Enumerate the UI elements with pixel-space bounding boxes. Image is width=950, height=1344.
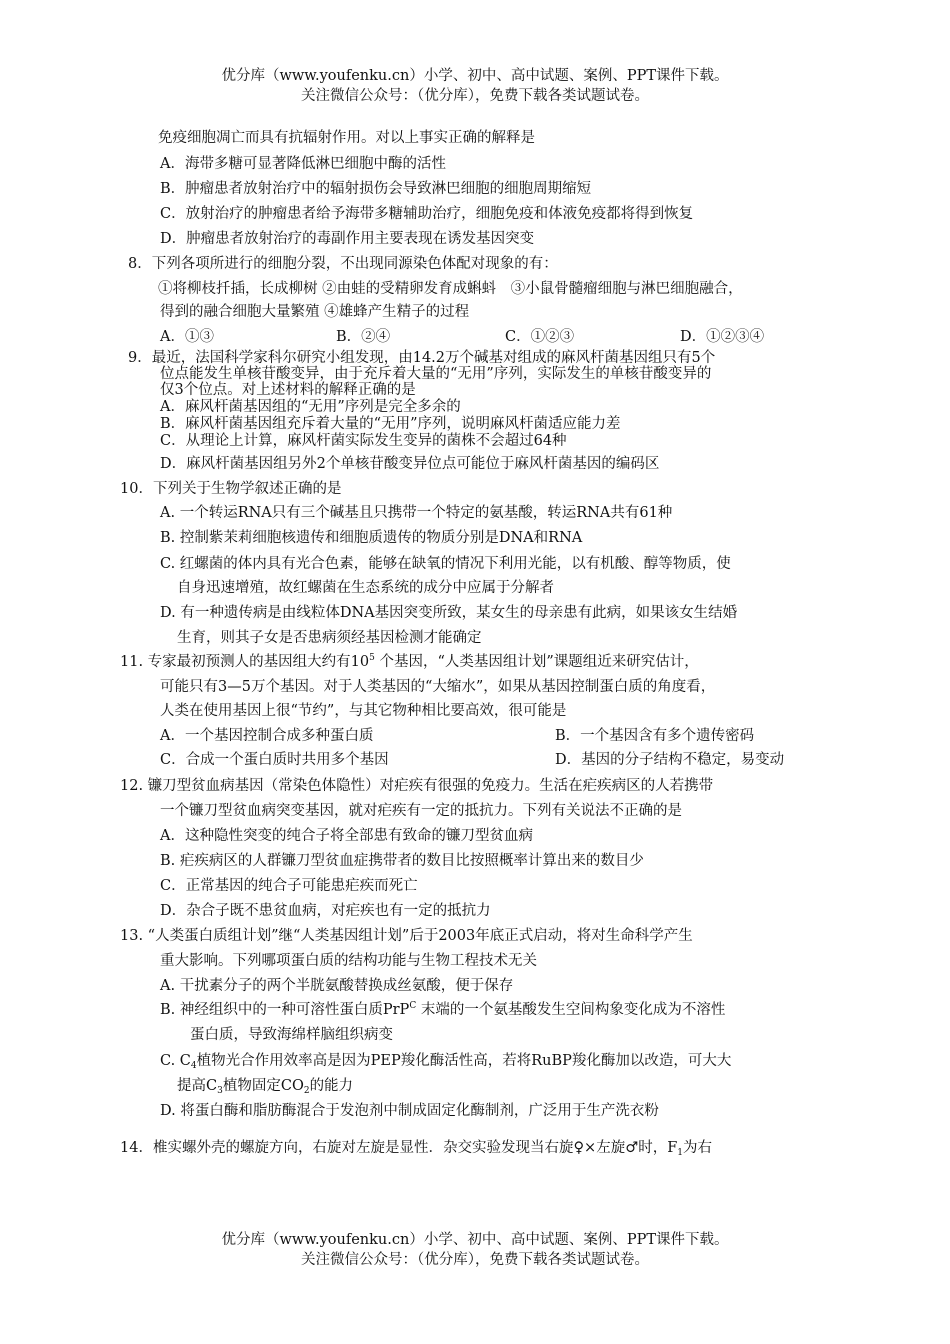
- footer-line-2: 关注微信公众号：（优分库），免费下载各类试题试卷。: [301, 1252, 649, 1268]
- q10-option-b: B. 控制紫茉莉细胞核遗传和细胞质遗传的物质分别是DNA和RNA: [160, 530, 583, 546]
- q7-option-c: C．放射治疗的肿瘤患者给予海带多糖辅助治疗，细胞免疫和体液免疫都将得到恢复: [160, 206, 694, 222]
- q12-stem-line-1: 12. 镰刀型贫血病基因（常染色体隐性）对疟疾有很强的免疫力。生活在疟疾病区的人若携带: [120, 778, 714, 794]
- q9-stem-line-1: 9．最近，法国科学家科尔研究小组发现，由14.2万个碱基对组成的麻风杆菌基因组只有5个: [128, 350, 716, 366]
- q11-option-c: C．合成一个蛋白质时共用多个基因: [160, 752, 389, 768]
- q13-option-b-line-1: B. 神经组织中的一种可溶性蛋白质PrP$^C$ 末端的一个氨基酸发生空间构象变化成为不溶性: [160, 1001, 726, 1018]
- q8-stem: 8．下列各项所进行的细胞分裂，不出现同源染色体配对现象的有：: [128, 256, 558, 272]
- q13-option-c-line-2: 提高$C_3$植物固定$CO_2$的能力: [177, 1078, 354, 1096]
- q8-option-a: A．①③: [160, 329, 214, 345]
- q7-stem-continuation: 免疫细胞凋亡而具有抗辐射作用。对以上事实正确的解释是: [158, 130, 535, 146]
- q11-option-d: D．基因的分子结构不稳定，易变动: [555, 752, 785, 768]
- q10-option-d-line-2: 生育，则其子女是否患病须经基因检测才能确定: [177, 630, 482, 646]
- q14-stem-line-1: 14．椎实螺外壳的螺旋方向，右旋对左旋是显性．杂交实验发现当右旋♀×左旋♂时，$F_1$为右: [120, 1140, 712, 1158]
- q11-option-a: A．一个基因控制合成多种蛋白质: [160, 728, 374, 744]
- q12-option-d: D．杂合子既不患贫血病，对疟疾也有一定的抵抗力: [160, 903, 491, 919]
- q12-option-a: A．这种隐性突变的纯合子将全部患有致命的镰刀型贫血病: [160, 828, 533, 844]
- q8-items-line-1: ①将柳枝扦插，长成柳树 ②由蛙的受精卵发育成蝌蚪 ③小鼠骨髓瘤细胞与淋巴细胞融合，: [158, 281, 743, 297]
- page-header: [0, 66, 950, 106]
- page-footer: [0, 1230, 950, 1270]
- q9-option-a: A．麻风杆菌基因组的“无用”序列是完全多余的: [160, 399, 461, 415]
- q9-option-d: D．麻风杆菌基因组另外2个单核苷酸变异位点可能位于麻风杆菌基因的编码区: [160, 456, 660, 472]
- q13-option-a: A. 干扰素分子的两个半胱氨酸替换成丝氨酸，便于保存: [160, 978, 514, 994]
- footer-line-1: 优分库（www.youfenku.cn）小学、初中、高中试题、案例、PPT课件下载。: [221, 1232, 729, 1248]
- q13-stem-line-2: 重大影响。下列哪项蛋白质的结构功能与生物工程技术无关: [160, 953, 537, 969]
- q11-stem-line-2: 可能只有3—5万个基因。对于人类基因的“大缩水”，如果从基因控制蛋白质的角度看，: [160, 679, 716, 695]
- q9-stem-line-3: 仅3个位点。对上述材料的解释正确的是: [160, 382, 416, 398]
- q9-stem-line-2: 位点能发生单核苷酸变异，由于充斥着大量的“无用”序列，实际发生的单核苷酸变异的: [160, 366, 712, 382]
- q11-stem-line-1: 11. 专家最初预测人的基因组大约有$10^5$ 个基因，“人类基因组计划”课题组近来研究估计，: [120, 653, 699, 670]
- q7-option-a: A．海带多糖可显著降低淋巴细胞中酶的活性: [160, 156, 446, 172]
- q9-option-c: C．从理论上计算，麻风杆菌实际发生变异的菌株不会超过64种: [160, 433, 567, 449]
- q8-option-c: C．①②③: [505, 329, 575, 345]
- q13-option-b-line-2: 蛋白质，导致海绵样脑组织病变: [190, 1027, 393, 1043]
- q13-option-d: D. 将蛋白酶和脂肪酶混合于发泡剂中制成固定化酶制剂，广泛用于生产洗衣粉: [160, 1103, 659, 1119]
- q12-stem-line-2: 一个镰刀型贫血病突变基因，就对疟疾有一定的抵抗力。下列有关说法不正确的是: [160, 803, 682, 819]
- q11-option-b: B．一个基因含有多个遗传密码: [555, 728, 755, 744]
- q10-option-d-line-1: D. 有一种遗传病是由线粒体DNA基因突变所致，某女生的母亲患有此病，如果该女生结婚: [160, 605, 738, 621]
- header-line-2: 关注微信公众号：（优分库），免费下载各类试题试卷。: [301, 88, 649, 104]
- q8-option-d: D．①②③④: [680, 329, 765, 345]
- q8-option-b: B．②④: [336, 329, 391, 345]
- q8-items-line-2: 得到的融合细胞大量繁殖 ④雄蜂产生精子的过程: [160, 304, 470, 320]
- q10-option-c-line-2: 自身迅速增殖，故红螺菌在生态系统的成分中应属于分解者: [177, 580, 554, 596]
- q12-option-c: C．正常基因的纯合子可能患疟疾而死亡: [160, 878, 418, 894]
- q10-option-a: A. 一个转运RNA只有三个碱基且只携带一个特定的氨基酸，转运RNA共有61种: [160, 505, 673, 521]
- q7-option-d: D．肿瘤患者放射治疗的毒副作用主要表现在诱发基因突变: [160, 231, 535, 247]
- q9-option-b: B．麻风杆菌基因组充斥着大量的“无用”序列，说明麻风杆菌适应能力差: [160, 416, 621, 432]
- q13-stem-line-1: 13. “人类蛋白质组计划”继“人类基因组计划”后于2003年底正式启动，将对生命科学产生: [120, 928, 693, 944]
- q10-stem: 10．下列关于生物学叙述正确的是: [120, 481, 342, 497]
- header-line-1: 优分库（www.youfenku.cn）小学、初中、高中试题、案例、PPT课件下载。: [221, 68, 729, 84]
- q7-option-b: B．肿瘤患者放射治疗中的辐射损伤会导致淋巴细胞的细胞周期缩短: [160, 181, 592, 197]
- q11-stem-line-3: 人类在使用基因上很“节约”，与其它物种相比要高效，很可能是: [160, 703, 567, 719]
- q12-option-b: B. 疟疾病区的人群镰刀型贫血症携带者的数目比按照概率计算出来的数目少: [160, 853, 644, 869]
- q10-option-c-line-1: C. 红螺菌的体内具有光合色素，能够在缺氧的情况下利用光能，以有机酸、醇等物质，使: [160, 556, 731, 572]
- q13-option-c-line-1: C. $C_4$植物光合作用效率高是因为PEP羧化酶活性高，若将RuBP羧化酶加以改造，可大大: [160, 1053, 732, 1071]
